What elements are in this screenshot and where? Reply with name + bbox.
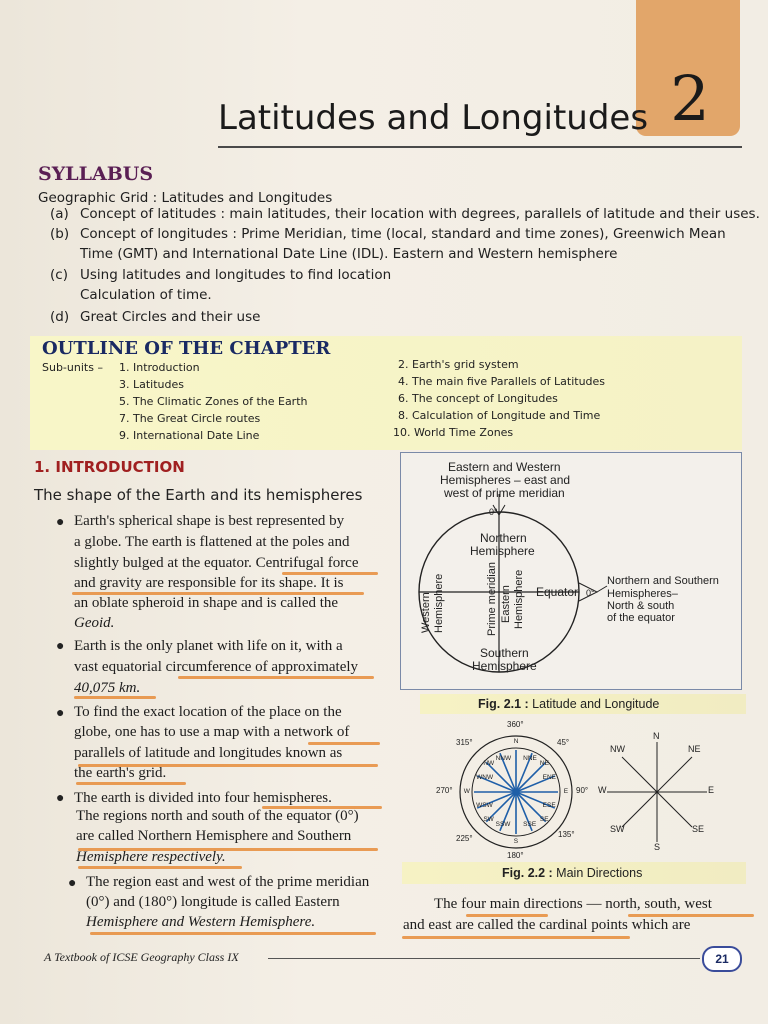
rose-label-s: S <box>513 838 519 845</box>
side-note-line: North & south <box>607 600 675 612</box>
northern-label: Hemisphere <box>470 544 535 558</box>
compass-ne: NE <box>688 744 701 754</box>
deg-180: 180° <box>507 851 524 860</box>
bullet-icon: ● <box>56 515 65 530</box>
deg-135: 135° <box>558 830 575 839</box>
highlight-mark <box>402 936 630 939</box>
bullet-icon: ● <box>56 706 65 721</box>
body-line: The earth is divided into four hemispheres. <box>74 790 332 806</box>
deg-225: 225° <box>456 834 473 843</box>
section-heading: 1. INTRODUCTION <box>34 458 185 476</box>
rose-label-ne: NE <box>539 759 549 767</box>
prime-meridian-label: Prime meridian <box>486 562 498 636</box>
outline-left-item: 7. The Great Circle routes <box>119 412 261 425</box>
right-body-line: The four main directions — north, south, west <box>434 896 712 912</box>
deg-270: 270° <box>436 786 453 795</box>
syllabus-mark-b: (b) <box>50 226 70 242</box>
syllabus-item-d-line1: Great Circles and their use <box>80 309 261 325</box>
body-line: 40,075 km. <box>74 680 141 696</box>
body-line: the earth's grid. <box>74 765 167 781</box>
body-line: a globe. The earth is flattened at the poles and <box>74 534 350 550</box>
rose-label-ssw: SSW <box>495 821 511 829</box>
top-degree-label: 0° <box>489 507 498 517</box>
fig1-caption: Fig. 2.1 : Latitude and Longitude <box>478 697 660 711</box>
syllabus-intro: Geographic Grid : Latitudes and Longitudes <box>38 190 333 206</box>
compass-w: W <box>598 785 607 795</box>
outline-heading: OUTLINE OF THE CHAPTER <box>42 338 331 359</box>
syllabus-item-a-line1: Concept of latitudes : main latitudes, their location with degrees, parallels of latitude and their uses. <box>80 206 760 222</box>
eastern-label: Eastern <box>500 585 512 623</box>
syllabus-item-c-line2: Calculation of time. <box>80 287 212 303</box>
highlight-mark <box>78 866 242 869</box>
outline-right-item: 4. The main five Parallels of Latitudes <box>398 375 606 388</box>
bullet-icon: ● <box>56 639 65 654</box>
chapter-title: Latitudes and Longitudes <box>218 98 649 138</box>
body-line: an oblate spheroid in shape and is called the <box>74 595 339 611</box>
bullet-icon: ● <box>68 876 77 891</box>
body-line: The regions north and south of the equator (0°) <box>76 808 359 824</box>
outline-left-item: 1. Introduction <box>119 361 200 374</box>
body-line: Geoid. <box>74 615 115 631</box>
rose-label-n: N <box>513 738 519 745</box>
equator-degree-label: 0° <box>586 588 595 598</box>
southern-label: Southern <box>480 646 529 660</box>
outline-left-item: 9. International Date Line <box>119 429 260 442</box>
fig2-caption: Fig. 2.2 : Main Directions <box>502 866 643 880</box>
rose-ray-ne <box>516 762 546 792</box>
compass-nw: NW <box>610 744 625 754</box>
northern-label: Northern <box>480 531 527 545</box>
body-line: To find the exact location of the place on the <box>74 704 342 720</box>
syllabus-mark-a: (a) <box>50 206 69 222</box>
western-label: Western <box>420 592 432 633</box>
body-line: Hemisphere respectively. <box>76 849 226 865</box>
rose-label-wsw: WSW <box>476 801 493 809</box>
body-line: Earth is the only planet with life on it, with a <box>74 638 343 654</box>
bullet-icon: ● <box>56 791 65 806</box>
eastern-label: Hemisphere <box>513 569 525 629</box>
fig1-header-line: west of prime meridian <box>444 486 565 500</box>
syllabus-mark-c: (c) <box>50 267 68 283</box>
right-body-line: and east are called the cardinal points which are <box>403 917 691 933</box>
section-subheading: The shape of the Earth and its hemispheres <box>34 486 363 504</box>
body-line: parallels of latitude and longitudes known as <box>74 745 343 761</box>
page-number: 21 <box>702 946 742 972</box>
equator-label: Equator <box>536 585 579 599</box>
rose-label-se: SE <box>539 816 549 824</box>
footer-rule <box>268 958 700 959</box>
highlight-mark <box>178 676 374 679</box>
compass-se: SE <box>692 824 705 834</box>
rose-label-ese: ESE <box>542 801 556 809</box>
body-line: Hemisphere and Western Hemisphere. <box>86 914 316 930</box>
side-note-line: Northern and Southern <box>607 575 719 587</box>
rose-label-w: W <box>463 788 470 795</box>
deg-360: 360° <box>507 720 524 729</box>
highlight-mark <box>76 782 186 785</box>
rose-label-nnw: NNW <box>495 754 512 762</box>
outline-right-item: 2. Earth's grid system <box>398 358 519 371</box>
compass-s: S <box>654 842 661 852</box>
side-note-line: of the equator <box>607 612 675 624</box>
deg-315: 315° <box>456 738 473 747</box>
western-label: Hemisphere <box>433 573 445 633</box>
outline-right-item: 10. World Time Zones <box>393 426 514 439</box>
body-line: vast equatorial circumference of approximately <box>74 659 359 675</box>
compass-e: E <box>708 785 715 795</box>
highlight-mark <box>90 932 376 935</box>
outline-right-item: 6. The concept of Longitudes <box>398 392 558 405</box>
outline-label: Sub-units – <box>42 361 103 374</box>
chapter-number: 2 <box>670 62 710 135</box>
outline-right-item: 8. Calculation of Longitude and Time <box>398 409 601 422</box>
syllabus-item-c-line1: Using latitudes and longitudes to find location <box>80 267 392 283</box>
rose-label-e: E <box>563 788 569 795</box>
syllabus-mark-d: (d) <box>50 309 70 325</box>
rose-label-wnw: WNW <box>476 774 494 782</box>
body-line: are called Northern Hemisphere and Southern <box>76 828 352 844</box>
rose-label-nne: NNE <box>523 754 537 762</box>
fig1-header-line: Eastern and Western <box>448 460 561 474</box>
deg-90: 90° <box>576 786 589 795</box>
rose-label-ene: ENE <box>542 774 557 782</box>
outline-left-item: 5. The Climatic Zones of the Earth <box>119 395 308 408</box>
body-line: slightly bulged at the equator. Centrifugal force <box>74 555 359 571</box>
outline-left-item: 3. Latitudes <box>119 378 184 391</box>
body-line: The region east and west of the prime meridian <box>86 874 370 890</box>
body-line: (0°) and (180°) longitude is called Eastern <box>86 894 340 910</box>
fig1-header-line: Hemispheres – east and <box>440 473 571 487</box>
side-note-line: Hemispheres– <box>607 588 678 600</box>
compass-sw: SW <box>610 824 625 834</box>
title-underline <box>218 146 742 148</box>
rose-label-sw: SW <box>483 816 494 824</box>
body-line: and gravity are responsible for its shape. It is <box>74 575 344 591</box>
body-line: globe, one has to use a map with a network of <box>74 724 350 740</box>
rose-label-nw: NW <box>483 759 495 767</box>
southern-label: Hemisphere <box>472 659 537 673</box>
footer-book-title: A Textbook of ICSE Geography Class IX <box>44 950 239 964</box>
deg-45: 45° <box>557 738 570 747</box>
syllabus-item-b-line1: Concept of longitudes : Prime Meridian, time (local, standard and time zones), Greenwich Mean <box>80 226 726 242</box>
syllabus-heading: SYLLABUS <box>38 163 154 185</box>
compass-n: N <box>653 731 660 741</box>
rose-label-sse: SSE <box>523 821 537 829</box>
syllabus-item-b-line2: Time (GMT) and International Date Line (IDL). Eastern and Western hemisphere <box>80 246 618 262</box>
body-line: Earth's spherical shape is best represented by <box>74 513 345 529</box>
